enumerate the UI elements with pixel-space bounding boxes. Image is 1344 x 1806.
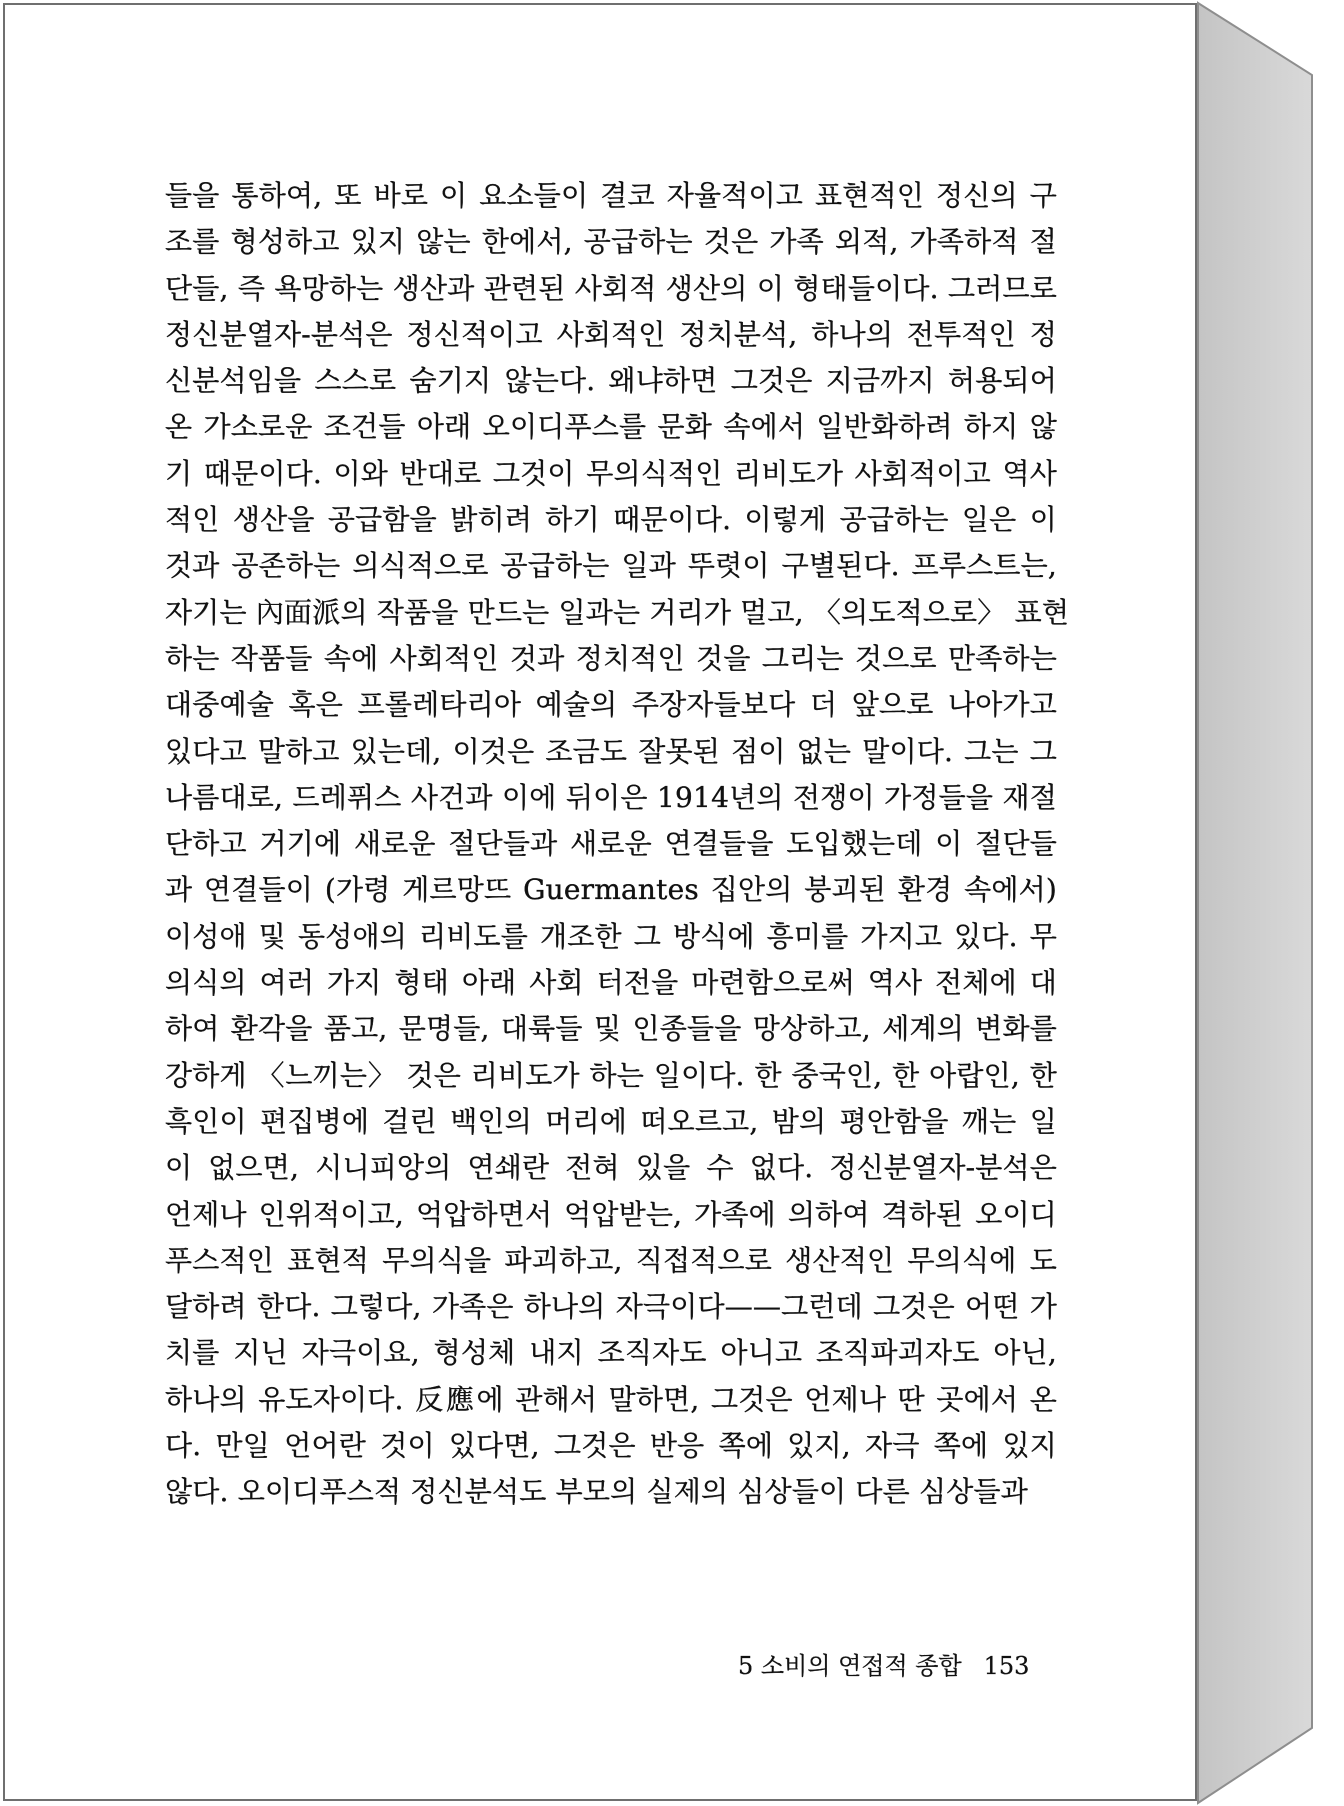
body-text [165,173,1070,1516]
text-line: 단들, 즉 욕망하는 생산과 관련된 사회적 생산의 이 형태들이다. 그러므로 [165,271,1057,305]
text-line: 들을 통하여, 또 바로 이 요소들이 결코 자율적이고 표현적인 정신의 구 [165,179,1057,212]
text-line: 하는 작품들 속에 사회적인 것과 정치적인 것을 그리는 것으로 만족하는 [165,641,1057,675]
text-line: 나름대로, 드레퓌스 사건과 이에 뒤이은 1914년의 전쟁이 가정들을 재절 [165,780,1057,814]
text-line: 않다. 오이디푸스적 정신분석도 부모의 실제의 심상들이 다른 심상들과 [165,1475,1028,1509]
page-number: 153 [983,1652,1030,1680]
text-line: 흑인이 편집병에 걸린 백인의 머리에 떠오르고, 밤의 평안함을 깨는 일 [165,1104,1057,1138]
text-line: 기 때문이다. 이와 반대로 그것이 무의식적인 리비도가 사회적이고 역사 [165,456,1057,490]
book-page [3,3,1197,1801]
text-line: 언제나 인위적이고, 억압하면서 억압받는, 가족에 의하여 격하된 오이디 [165,1197,1057,1231]
text-line: 강하게 〈느끼는〉 것은 리비도가 하는 일이다. 한 중국인, 한 아랍인, 한 [165,1058,1057,1092]
text-line: 치를 지닌 자극이요, 형성체 내지 조직자도 아니고 조직파괴자도 아닌, [165,1336,1057,1370]
running-footer [738,1646,1028,1686]
text-line: 푸스적인 표현적 무의식을 파괴하고, 직접적으로 생산적인 무의식에 도 [165,1243,1057,1277]
text-line: 자기는 內面派의 작품을 만드는 일과는 거리가 멀고, 〈의도적으로〉 표현 [165,595,1070,629]
text-line: 대중예술 혹은 프롤레타리아 예술의 주장자들보다 더 앞으로 나아가고 [165,688,1057,722]
text-line: 것과 공존하는 의식적으로 공급하는 일과 뚜렷이 구별된다. 프루스트는, [165,549,1057,583]
text-line: 조를 형성하고 있지 않는 한에서, 공급하는 것은 가족 외적, 가족하적 절 [165,225,1057,259]
text-line: 과 연결들이 (가령 게르망뜨 Guermantes 집안의 붕괴된 환경 속에서) [165,873,1057,907]
text-line: 정신분열자-분석은 정신적이고 사회적인 정치분석, 하나의 전투적인 정 [165,317,1057,351]
text-line: 다. 만일 언어란 것이 있다면, 그것은 반응 쪽에 있지, 자극 쪽에 있지 [165,1429,1057,1463]
text-line: 온 가소로운 조건들 아래 오이디푸스를 문화 속에서 일반화하려 하지 않 [165,410,1057,444]
text-line: 적인 생산을 공급함을 밝히려 하기 때문이다. 이렇게 공급하는 일은 이 [165,503,1057,537]
text-line: 하나의 유도자이다. 反應에 관해서 말하면, 그것은 언제나 딴 곳에서 온 [165,1382,1057,1416]
text-line: 단하고 거기에 새로운 절단들과 새로운 연결들을 도입했는데 이 절단들 [165,827,1057,861]
text-line: 하여 환각을 품고, 문명들, 대륙들 및 인종들을 망상하고, 세계의 변화를 [165,1012,1057,1046]
text-line: 이 없으면, 시니피앙의 연쇄란 전혀 있을 수 없다. 정신분열자-분석은 [165,1151,1057,1185]
text-line: 이성애 및 동성애의 리비도를 개조한 그 방식에 흥미를 가지고 있다. 무 [165,919,1057,953]
text-line: 의식의 여러 가지 형태 아래 사회 터전을 마련함으로써 역사 전체에 대 [165,966,1057,1000]
text-line: 신분석임을 스스로 숨기지 않는다. 왜냐하면 그것은 지금까지 허용되어 [165,364,1057,398]
chapter-title: 5 소비의 연접적 종합 [738,1652,962,1680]
text-line: 있다고 말하고 있는데, 이것은 조금도 잘못된 점이 없는 말이다. 그는 그 [165,734,1057,768]
text-line: 달하려 한다. 그렇다, 가족은 하나의 자극이다——그런데 그것은 어떤 가 [165,1290,1057,1324]
